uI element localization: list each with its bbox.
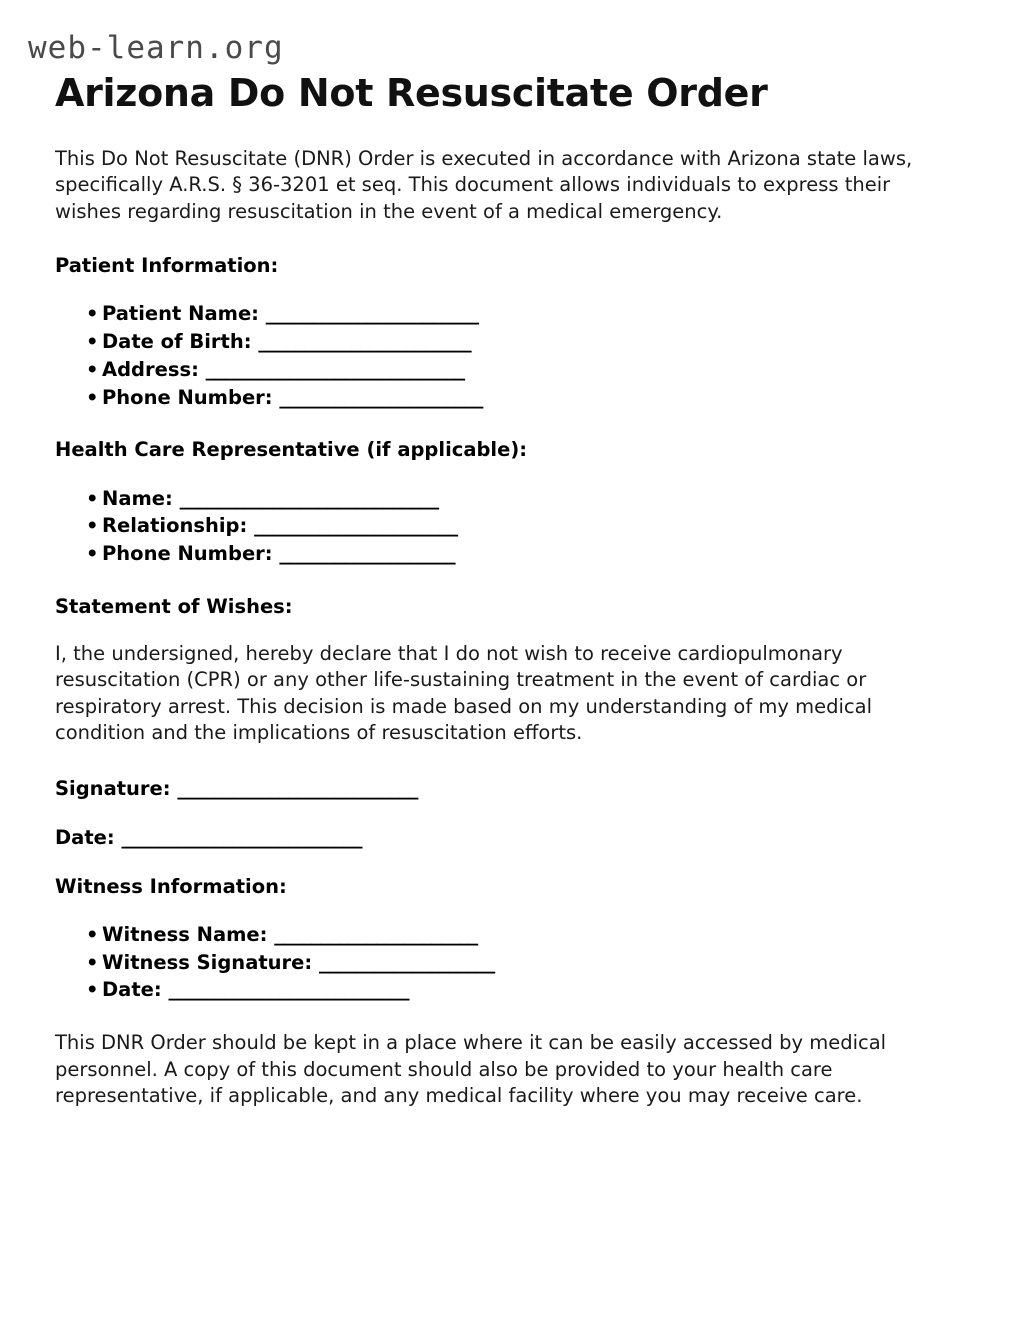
field-blank-line[interactable]: __________________________ (168, 978, 409, 1002)
patient-information-field-list (55, 300, 950, 411)
list-item (86, 300, 950, 328)
field-label: Relationship: (102, 514, 248, 538)
field-label: Witness Name: (102, 922, 268, 946)
section-heading-health-care-representative: Health Care Representative (if applicable): (55, 438, 528, 462)
field-blank-line[interactable]: ______________________ (254, 514, 458, 538)
field-label: Date of Birth: (102, 330, 252, 354)
bullet-icon: • (86, 486, 99, 510)
list-item (86, 485, 950, 513)
intro-paragraph: This Do Not Resuscitate (DNR) Order is executed in accordance with Arizona state laws, specifically A.R.S. § 36-3201 et seq. This document allows individuals to express their wishes regarding resuscitation in the event of a medical emergency. (55, 146, 913, 223)
bullet-icon: • (86, 950, 99, 974)
bullet-icon: • (86, 385, 99, 409)
date-field-row (55, 824, 950, 851)
document-body (55, 72, 950, 1138)
field-blank-line[interactable]: _______________________ (265, 302, 479, 326)
list-item (86, 512, 950, 540)
list-item (86, 540, 950, 568)
date-label: Date: (55, 826, 115, 850)
section-heading-witness-information: Witness Information: (55, 874, 287, 898)
bullet-icon: • (86, 302, 99, 326)
field-blank-line[interactable]: ___________________ (279, 541, 456, 565)
field-blank-line[interactable]: _______________________ (258, 330, 472, 354)
field-blank-line[interactable]: ____________________________ (179, 486, 439, 510)
signature-label: Signature: (55, 777, 171, 800)
field-label: Name: (102, 486, 173, 510)
list-item (86, 384, 950, 412)
field-blank-line[interactable]: ___________________ (319, 950, 495, 974)
field-label: Phone Number: (102, 385, 273, 409)
field-label: Witness Signature: (102, 950, 313, 974)
signature-blank-line[interactable]: __________________________ (177, 777, 418, 800)
list-item (86, 949, 950, 977)
field-blank-line[interactable]: ____________________________ (205, 357, 465, 381)
bullet-icon: • (86, 978, 99, 1002)
signature-field-row (55, 775, 950, 802)
bullet-icon: • (86, 357, 99, 381)
statement-of-wishes-body: I, the undersigned, hereby declare that I do not wish to receive cardiopulmonary resuscitation (CPR) or any other life-sustaining treatment in the event of cardiac or respiratory arrest. This decision is made based on my understanding of my medical condition and the implications of resuscitation efforts. (55, 641, 873, 745)
health-care-representative-field-list (55, 485, 950, 568)
field-label: Patient Name: (102, 302, 259, 326)
site-watermark: web-learn.org (28, 30, 284, 66)
list-item (86, 328, 950, 356)
field-label: Address: (102, 357, 199, 381)
field-blank-line[interactable]: ______________________ (274, 922, 478, 946)
list-item (86, 976, 950, 1004)
bullet-icon: • (86, 330, 99, 354)
list-item (86, 356, 950, 384)
bullet-icon: • (86, 541, 99, 565)
bullet-icon: • (86, 922, 99, 946)
section-heading-patient-information: Patient Information: (55, 254, 279, 278)
page-title: Arizona Do Not Resuscitate Order (55, 71, 768, 115)
field-label: Date: (102, 978, 162, 1002)
section-heading-statement-of-wishes: Statement of Wishes: (55, 594, 293, 618)
bullet-icon: • (86, 514, 99, 538)
witness-information-field-list (55, 921, 950, 1004)
field-label: Phone Number: (102, 541, 273, 565)
date-blank-line[interactable]: __________________________ (121, 826, 362, 850)
field-blank-line[interactable]: ______________________ (279, 385, 483, 409)
closing-paragraph: This DNR Order should be kept in a place where it can be easily accessed by medical personnel. A copy of this document should also be provided to your health care representative, if applicable, and any medical facility where you may receive care. (55, 1031, 887, 1108)
list-item (86, 921, 950, 949)
